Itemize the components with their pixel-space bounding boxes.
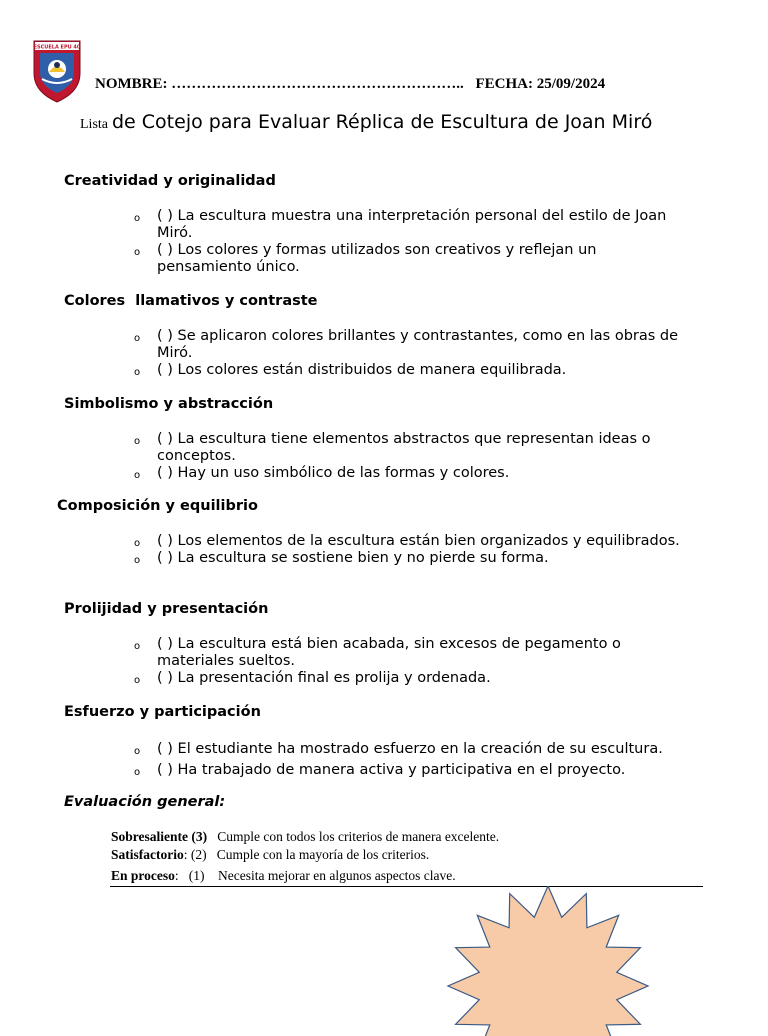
scale-description: Cumple con todos los criterios de manera excelente. <box>217 829 500 844</box>
checklist-item: o ( ) Se aplicaron colores brillantes y contrastantes, como en las obras de Miró. <box>134 328 679 361</box>
name-field: NOMBRE: ………………………………………………….. <box>95 76 468 92</box>
scale-row-en-proceso: En proceso: (1) Necesita mejorar en algunos aspectos clave. <box>111 868 456 883</box>
scale-row-satisfactorio: Satisfactorio: (2) Cumple con la mayoría de los criterios. <box>111 847 430 862</box>
checklist-item: o ( ) El estudiante ha mostrado esfuerzo en la creación de su escultura. <box>130 739 690 760</box>
section-items-colores <box>130 328 690 379</box>
scale-description: Cumple con la mayoría de los criterios. <box>216 847 430 862</box>
bullet-icon: o <box>134 746 141 757</box>
bullet-icon: o <box>134 213 141 224</box>
section-title-simbolismo: Simbolismo y abstracción <box>64 396 274 412</box>
section-items-esfuerzo <box>130 739 690 781</box>
checklist-item: o ( ) Los elementos de la escultura están bien organizados y equilibrados. <box>130 533 690 550</box>
bullet-icon: o <box>134 767 141 778</box>
checklist-item: o ( ) Hay un uso simbólico de las formas y colores. <box>130 465 690 482</box>
section-title-creatividad: Creatividad y originalidad <box>64 173 276 189</box>
title-main: de Cotejo para Evaluar Réplica de Escultura de Joan Miró <box>112 111 653 133</box>
date-field: FECHA: 25/09/2024 <box>475 76 606 92</box>
scale-description: Necesita mejorar en algunos aspectos clave. <box>218 868 456 883</box>
checklist-item: o ( ) La escultura se sostiene bien y no pierde su forma. <box>130 550 690 567</box>
checklist-item: o ( ) La presentación final es prolija y ordenada. <box>130 670 690 687</box>
bullet-icon: o <box>134 555 141 566</box>
bullet-icon: o <box>134 333 141 344</box>
section-items-composicion <box>130 533 690 567</box>
svg-text:ESCUELA EPU 40: ESCUELA EPU 40 <box>33 44 81 51</box>
bullet-icon: o <box>134 641 141 652</box>
school-crest-logo <box>32 39 82 103</box>
bullet-icon: o <box>134 436 141 447</box>
section-title-prolijidad: Prolijidad y presentación <box>64 601 269 617</box>
bullet-icon: o <box>134 247 141 258</box>
bullet-icon: o <box>134 367 141 378</box>
section-title-colores: Colores llamativos y contraste <box>64 293 318 309</box>
section-items-simbolismo <box>130 431 690 482</box>
title-prefix: Lista <box>80 117 108 132</box>
document-title <box>64 111 704 136</box>
checklist-item: o ( ) Ha trabajado de manera activa y participativa en el proyecto. <box>130 760 690 781</box>
section-items-prolijidad <box>130 636 690 687</box>
section-title-esfuerzo: Esfuerzo y participación <box>64 704 261 720</box>
starburst-shape <box>440 886 656 1036</box>
bullet-icon: o <box>134 470 141 481</box>
checklist-item: o ( ) La escultura está bien acabada, sin excesos de pegamento o materiales sueltos. <box>134 636 621 669</box>
scale-label: En proceso <box>111 868 175 883</box>
scale-label: Sobresaliente (3) <box>111 829 208 844</box>
checklist-item: o ( ) La escultura tiene elementos abstractos que representan ideas o conceptos. <box>134 431 651 464</box>
bullet-icon: o <box>134 538 141 549</box>
header-line <box>95 76 605 93</box>
evaluation-title: Evaluación general: <box>64 794 226 810</box>
scale-label: Satisfactorio <box>111 847 184 862</box>
checklist-item: o ( ) Los colores están distribuidos de manera equilibrada. <box>130 362 690 379</box>
scale-row-sobresaliente <box>111 829 499 845</box>
bullet-icon: o <box>134 675 141 686</box>
section-title-composicion: Composición y equilibrio <box>57 498 258 514</box>
checklist-item: o ( ) La escultura muestra una interpretación personal del estilo de Joan Miró. <box>134 208 667 241</box>
checklist-item: o ( ) Los colores y formas utilizados son creativos y reflejan un pensamiento único. <box>134 242 597 275</box>
section-items-creatividad <box>130 208 690 276</box>
